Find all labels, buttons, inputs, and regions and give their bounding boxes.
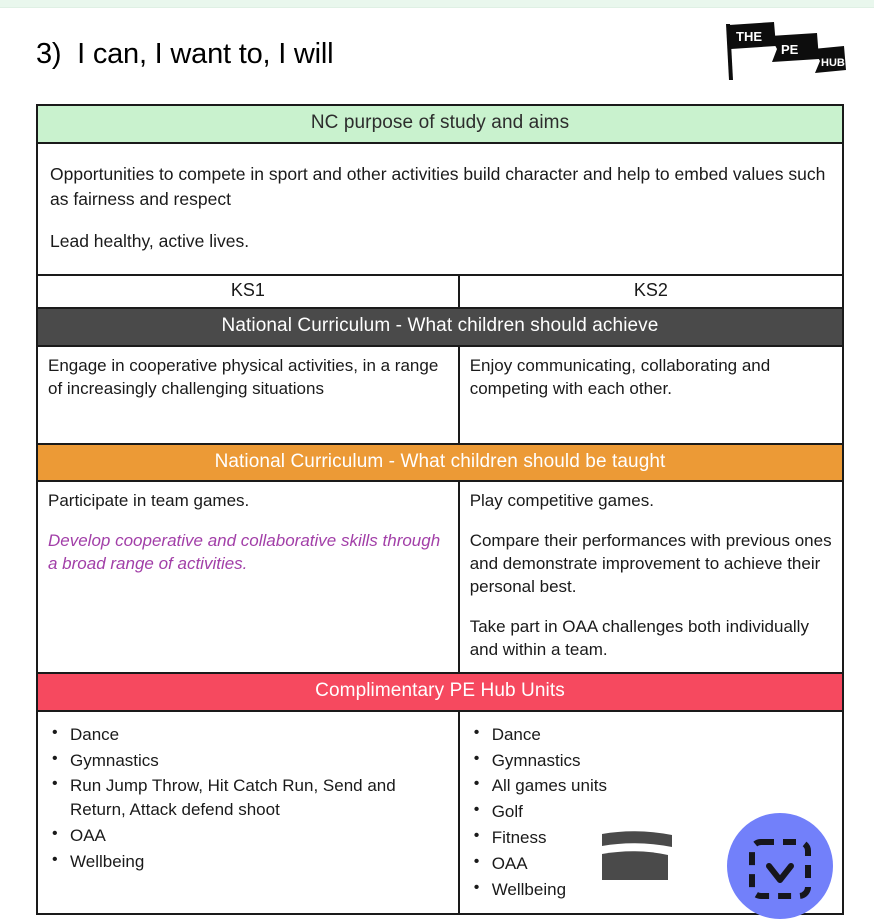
purpose-paragraph-1: Opportunities to compete in sport and other activities build character and help to embed values such as fairness and respect xyxy=(50,163,826,210)
units-header: Complimentary PE Hub Units xyxy=(38,672,842,712)
achieve-header-row xyxy=(38,307,842,347)
list-item: • Run Jump Throw, Hit Catch Run, Send and Return, Attack defend shoot xyxy=(48,774,448,822)
purpose-body-row xyxy=(38,144,842,274)
achieve-ks2-text: Enjoy communicating, collaborating and competing with each other. xyxy=(469,355,771,398)
key-stage-header-row xyxy=(38,274,842,307)
units-content-row xyxy=(38,712,842,914)
purpose-body xyxy=(38,144,842,274)
taught-ks2-cell xyxy=(458,482,842,672)
list-item: • Fitness xyxy=(470,826,832,850)
taught-ks2-text-3: Take part in OAA challenges both individually and within a team. xyxy=(469,617,809,660)
achieve-header: National Curriculum - What children should achieve xyxy=(38,307,842,347)
svg-text:THE: THE xyxy=(736,29,762,44)
taught-ks1-main: Participate in team games. xyxy=(48,491,250,511)
list-item: • Golf xyxy=(470,800,832,824)
list-item: • Wellbeing xyxy=(48,850,448,874)
units-header-row xyxy=(38,672,842,712)
svg-text:PE: PE xyxy=(781,42,799,57)
list-item: • Gymnastics xyxy=(470,749,832,773)
taught-header: National Curriculum - What children should be taught xyxy=(38,443,842,483)
achieve-ks1-cell xyxy=(38,347,458,443)
purpose-paragraph-2: Lead healthy, active lives. xyxy=(50,230,250,251)
top-accent-strip xyxy=(0,0,874,8)
purpose-header-row xyxy=(38,106,842,144)
page-title: 3) I can, I want to, I will xyxy=(36,38,334,70)
purpose-header: NC purpose of study and aims xyxy=(38,106,842,144)
taught-ks1-note: Develop cooperative and collaborative skills through a broad range of activities. xyxy=(48,531,441,574)
achieve-ks1-text: Engage in cooperative physical activities, in a range of increasingly challenging situations xyxy=(48,355,439,398)
list-item: • Dance xyxy=(48,723,448,747)
taught-content-row xyxy=(38,482,842,672)
achieve-ks2-cell xyxy=(458,347,842,443)
curriculum-table xyxy=(36,104,844,915)
taught-ks2-text-2: Compare their performances with previous ones and demonstrate improvement to achieve their personal best. xyxy=(469,531,832,597)
list-item: • Dance xyxy=(470,723,832,747)
achieve-content-row xyxy=(38,347,842,443)
taught-ks1-cell xyxy=(38,482,458,672)
units-ks1-list xyxy=(48,723,448,874)
list-item: • All games units xyxy=(470,774,832,798)
list-item: • OAA xyxy=(470,852,832,876)
list-item: • Gymnastics xyxy=(48,749,448,773)
list-item: • Wellbeing xyxy=(470,878,832,902)
svg-text:HUB: HUB xyxy=(821,57,845,69)
page-header xyxy=(0,12,874,92)
units-ks1-cell xyxy=(38,712,458,914)
list-item: • OAA xyxy=(48,824,448,848)
the-pe-hub-logo xyxy=(720,22,846,82)
download-icon[interactable] xyxy=(748,838,812,896)
ks1-header: KS1 xyxy=(38,274,458,307)
taught-ks2-text-1: Play competitive games. xyxy=(469,491,654,511)
taught-header-row xyxy=(38,443,842,483)
ks2-header: KS2 xyxy=(458,274,842,307)
